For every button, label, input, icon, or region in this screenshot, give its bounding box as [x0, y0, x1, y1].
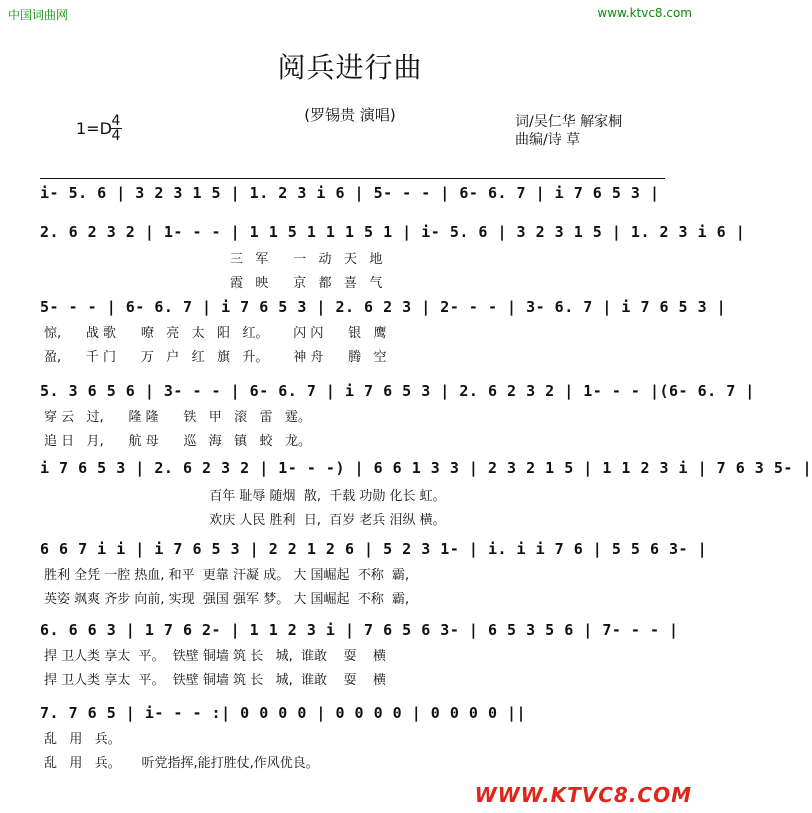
- lyricist-credit: 词/吴仁华 解家桐: [515, 114, 623, 130]
- lyric-row-8-verse-1: 乱 用 兵。: [44, 732, 121, 747]
- site-url-right: www.ktvc8.com: [597, 6, 692, 20]
- notation-row-5: i 7 6 5 3 | 2. 6 2 3 2 | 1- - -) | 6 6 1 3 3 | 2 3 2 1 5 | 1 1 2 3 i | 7 6 3 5- |: [40, 459, 812, 477]
- staff-top-rule: [40, 178, 665, 179]
- time-signature: [110, 114, 122, 143]
- notation-row-6: 6 6 7 i i | i 7 6 5 3 | 2 2 1 2 6 | 5 2 3 1- | i. i i 7 6 | 5 5 6 3- |: [40, 540, 708, 558]
- lyric-row-5-verse-1: 百年 耻辱 随烟 散, 千载 功勋 化长 虹。: [44, 489, 446, 504]
- lyric-row-7-verse-2: 捍 卫人类 享太 平。 铁壁 铜墙 筑 长 城, 谁敢 耍 横: [44, 673, 387, 688]
- lyric-row-3-verse-2: 盈, 千 门 万 户 红 旗 升。 神 舟 腾 空: [44, 350, 387, 365]
- song-title: 阅兵进行曲: [277, 51, 423, 84]
- lyric-row-7-verse-1: 捍 卫人类 享太 平。 铁壁 铜墙 筑 长 城, 谁敢 耍 横: [44, 649, 387, 664]
- lyric-row-8-verse-2: 乱 用 兵。 听党指挥,能打胜仗,作风优良。: [44, 756, 319, 771]
- lyric-row-2-verse-2: 霞 映 京 都 喜 气: [44, 276, 383, 291]
- lyric-row-5-verse-2: 欢庆 人民 胜利 日, 百岁 老兵 泪纵 横。: [44, 513, 446, 528]
- lyric-row-4-verse-1: 穿 云 过, 隆 隆 铁 甲 滚 雷 霆。: [44, 410, 311, 425]
- lyric-row-2-verse-1: 三 军 一 动 天 地: [44, 252, 383, 267]
- lyric-row-4-verse-2: 追 日 月, 航 母 巡 海 镇 蛟 龙。: [44, 434, 311, 449]
- lyric-row-3-verse-1: 惊, 战 歌 嘹 亮 太 阳 红。 闪 闪 银 鹰: [44, 326, 387, 341]
- lyric-row-6-verse-1: 胜利 全凭 一腔 热血, 和平 更靠 汗凝 成。 大 国崛起 不称 霸,: [44, 568, 410, 583]
- time-signature-bottom: 4: [111, 128, 121, 144]
- time-signature-top: 4: [111, 113, 121, 129]
- lyric-row-6-verse-2: 英姿 飒爽 齐步 向前, 实现 强国 强军 梦。 大 国崛起 不称 霸,: [44, 592, 410, 607]
- singer-credit: (罗锡贵 演唱): [304, 106, 396, 124]
- key-signature: 1=D: [76, 119, 112, 138]
- notation-row-8: 7. 7 6 5 | i- - - :| 0 0 0 0 | 0 0 0 0 | 0 0 0 0 ||: [40, 704, 527, 722]
- notation-row-7: 6. 6 6 3 | 1 7 6 2- | 1 1 2 3 i | 7 6 5 6 3- | 6 5 3 5 6 | 7- - - |: [40, 621, 679, 639]
- notation-row-1: i- 5. 6 | 3 2 3 1 5 | 1. 2 3 i 6 | 5- - - | 6- 6. 7 | i 7 6 5 3 |: [40, 184, 660, 202]
- watermark-logo: WWW.KTVC8.COM: [474, 783, 692, 807]
- notation-row-2: 2. 6 2 3 2 | 1- - - | 1 1 5 1 1 1 5 1 | i- 5. 6 | 3 2 3 1 5 | 1. 2 3 i 6 |: [40, 223, 746, 241]
- notation-row-4: 5. 3 6 5 6 | 3- - - | 6- 6. 7 | i 7 6 5 3 | 2. 6 2 3 2 | 1- - - |(6- 6. 7 |: [40, 382, 755, 400]
- site-name-left: 中国词曲网: [8, 8, 69, 22]
- notation-row-3: 5- - - | 6- 6. 7 | i 7 6 5 3 | 2. 6 2 3 | 2- - - | 3- 6. 7 | i 7 6 5 3 |: [40, 298, 727, 316]
- composer-credit: 曲编/诗 草: [515, 132, 581, 148]
- credits: [515, 113, 622, 149]
